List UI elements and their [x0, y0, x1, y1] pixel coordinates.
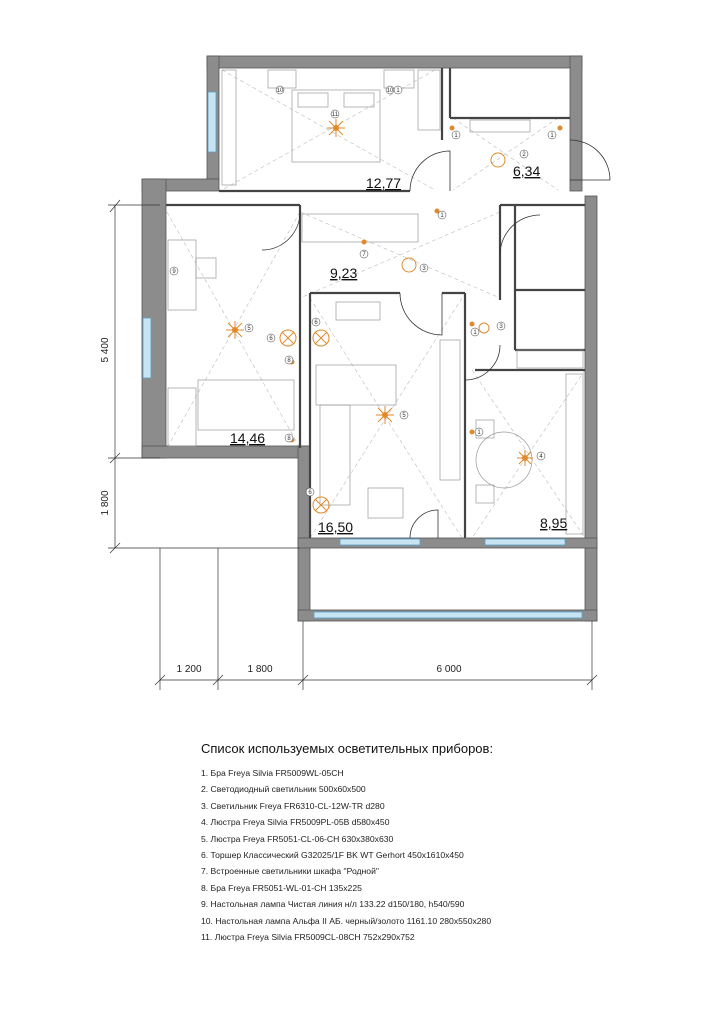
tag-bedroom-lamp-left: 10	[276, 88, 284, 94]
legend-item: 3. Светильник Freya FR6310-CL-12W-TR d280	[201, 800, 385, 811]
tag-kids-sconce-top: 8	[287, 358, 291, 364]
legend-item: 10. Настольная лампа Альфа II АБ. черный/золото 1161.10 280х550х280	[201, 915, 492, 926]
ceiling-guides	[167, 70, 585, 538]
room-area-bedroom: 12,77	[366, 175, 402, 191]
tag-bedroom-sconce: 1	[440, 213, 444, 219]
tag-hall-ceiling-2: 3	[499, 324, 503, 330]
dim-vertical-1: 5 400	[100, 337, 111, 363]
tag-hall-sconce-2: 1	[396, 88, 400, 94]
tag-kids-floor-lamp: 6	[269, 336, 273, 342]
tag-kids-chandelier: 5	[247, 326, 251, 332]
legend-list	[201, 765, 701, 945]
tag-living-floor-lamp-bottom: 6	[308, 490, 312, 496]
tag-wardrobe-panel: 2	[522, 152, 526, 158]
room-area-living: 16,50	[318, 519, 354, 535]
legend-item: 11. Люстра Freya Silvia FR5009CL-08CH 752x290x752	[201, 932, 415, 943]
tag-wardrobe-sconce-right: 1	[550, 133, 554, 139]
legend-item: 2. Светодиодный светильник 500х60х500	[201, 784, 366, 795]
tag-kids-sconce-bottom: 8	[287, 436, 291, 442]
doors	[262, 140, 610, 538]
tag-kitchen-chandelier: 4	[539, 454, 543, 460]
dim-vertical-2: 1 800	[100, 490, 111, 516]
legend-title: Список используемых осветительных приборов:	[201, 741, 494, 756]
legend-item: 5. Люстра Freya FR5051-CL-06-CH 630х380х630	[201, 833, 394, 844]
tag-kitchen-sconce: 1	[477, 430, 481, 436]
tag-bedroom-chandelier: 11	[331, 112, 339, 118]
tag-living-floor-lamp-top: 6	[314, 320, 318, 326]
legend-item: 9. Настольная лампа Чистая линия н/л 133.22 d150/180, h540/590	[201, 899, 465, 910]
tag-hall-closet: 7	[362, 252, 366, 258]
tag-hall-door-sconce: 1	[473, 330, 477, 336]
tag-hall-ceiling: 3	[422, 266, 426, 272]
room-area-wardrobe: 6,34	[513, 163, 541, 179]
room-area-hall: 9,23	[330, 265, 358, 281]
tag-wardrobe-sconce-left: 1	[454, 133, 458, 139]
dim-horizontal-2: 1 800	[247, 664, 273, 675]
legend-item: 8. Бра Freya FR5051-WL-01-CH 135x225	[201, 882, 362, 893]
legend-item: 7. Встроенные светильники шкафа "Родной"	[201, 866, 379, 877]
tag-living-chandelier: 5	[402, 413, 406, 419]
fixture-tags	[170, 86, 556, 496]
dim-horizontal-1: 1 200	[176, 664, 202, 675]
legend-item: 1. Бра Freya Silvia FR5009WL-05CH	[201, 768, 344, 778]
tag-kids-desk-lamp: 9	[172, 269, 176, 275]
furniture	[168, 70, 583, 534]
legend-item: 6. Торшер Классический G32025/1F BK WT Gerhort 450х1610х450	[201, 850, 464, 861]
interior-walls	[166, 68, 585, 538]
dim-horizontal-3: 6 000	[436, 664, 462, 675]
room-area-kids: 14,46	[230, 430, 266, 446]
legend-item: 4. Люстра Freya Silvia FR5009PL-05B d580x450	[201, 817, 390, 828]
tag-bedroom-lamp-right: 10	[386, 88, 394, 94]
fixtures-legend	[201, 741, 701, 945]
room-area-kitchen: 8,95	[540, 515, 568, 531]
